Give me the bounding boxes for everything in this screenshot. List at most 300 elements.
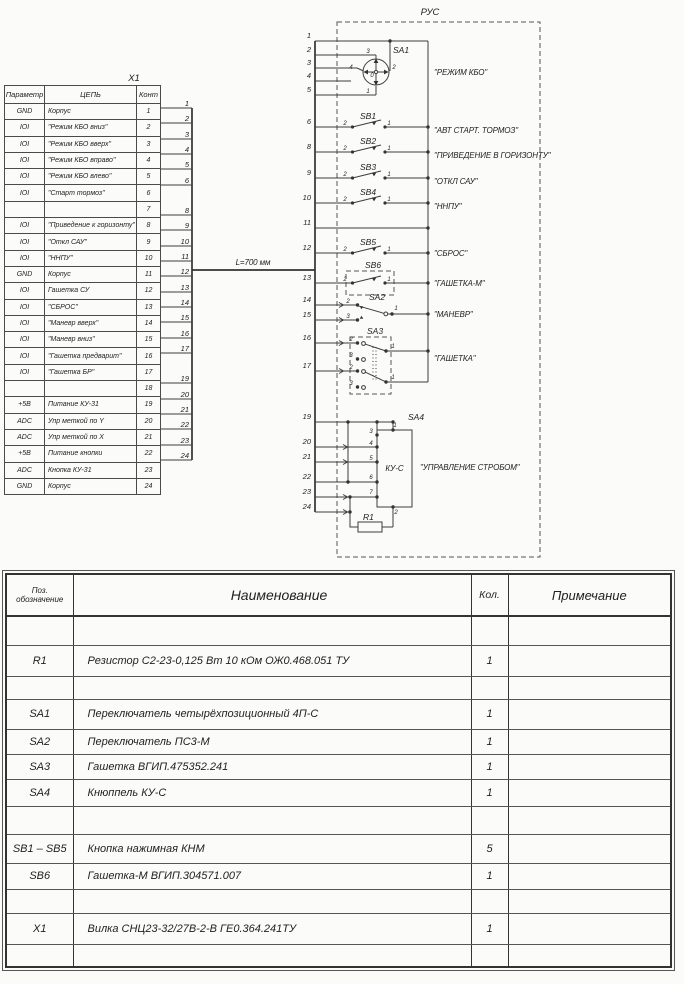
pin-param: IOI bbox=[5, 348, 45, 364]
part-qty bbox=[471, 676, 508, 699]
component-ref: SA2 bbox=[369, 292, 386, 302]
wire-number: 14 bbox=[180, 298, 189, 307]
contact-number: 1 bbox=[387, 172, 391, 178]
button-actuator bbox=[372, 198, 376, 202]
pin-number: 5 bbox=[137, 169, 161, 185]
parts-row bbox=[6, 779, 671, 806]
pin-number: 17 bbox=[137, 364, 161, 380]
pin-circuit: Питание КУ-31 bbox=[45, 397, 137, 413]
parts-row bbox=[6, 645, 671, 676]
part-pos: SA1 bbox=[6, 699, 73, 729]
parts-header-note: Примечание bbox=[508, 574, 671, 616]
button-arm bbox=[353, 145, 382, 152]
part-note bbox=[508, 779, 671, 806]
contact-number: 4 bbox=[369, 441, 373, 447]
contact-number: 3 bbox=[349, 381, 353, 387]
junction-dot bbox=[346, 480, 349, 483]
x1-header-param: Параметр bbox=[5, 86, 45, 104]
contact-number: 3 bbox=[369, 429, 373, 435]
wire-number: 11 bbox=[181, 252, 189, 261]
wire-number: 20 bbox=[180, 390, 189, 399]
wire-number: 8 bbox=[184, 206, 189, 215]
junction-dot bbox=[375, 480, 378, 483]
function-label: "ГАШЕТКА" bbox=[434, 354, 476, 363]
part-pos bbox=[6, 616, 73, 645]
contact-dot bbox=[351, 176, 354, 179]
wire-number: 4 bbox=[306, 71, 311, 80]
wire-number: 3 bbox=[184, 130, 189, 139]
junction-dot bbox=[375, 445, 378, 448]
parts-row bbox=[6, 754, 671, 779]
cable-length-label: L=700 мм bbox=[235, 258, 271, 267]
pin-param: IOI bbox=[5, 283, 45, 299]
contact-number: 7 bbox=[369, 490, 373, 496]
part-qty: 1 bbox=[471, 699, 508, 729]
connector-row bbox=[5, 234, 161, 250]
component-ref: SA1 bbox=[393, 45, 410, 55]
wire-number: 15 bbox=[302, 310, 311, 319]
pin-number: 1 bbox=[137, 104, 161, 120]
pin-param: GND bbox=[5, 478, 45, 494]
junction-dot bbox=[346, 420, 349, 423]
contact-number: 2 bbox=[392, 65, 396, 71]
part-pos bbox=[6, 889, 73, 913]
contact-dot bbox=[351, 125, 354, 128]
component-ref: SA4 bbox=[408, 412, 425, 422]
wire-number: 1 bbox=[184, 99, 189, 108]
connector-row bbox=[5, 315, 161, 331]
pin-circuit: "Режим КБО вниз" bbox=[45, 120, 137, 136]
part-name bbox=[73, 889, 471, 913]
wire-number: 16 bbox=[302, 333, 311, 342]
pin-circuit: Кнопка КУ-31 bbox=[45, 462, 137, 478]
pin-param: IOI bbox=[5, 152, 45, 168]
pin-param: IOI bbox=[5, 250, 45, 266]
pin-param: +5В bbox=[5, 446, 45, 462]
pin-param: IOI bbox=[5, 136, 45, 152]
part-qty: 1 bbox=[471, 754, 508, 779]
connector-row bbox=[5, 381, 161, 397]
contact-number: 1 bbox=[387, 247, 391, 253]
part-name bbox=[73, 944, 471, 967]
contact-number: 2 bbox=[349, 365, 353, 371]
wire-number: 19 bbox=[302, 412, 311, 421]
pin-param: ADC bbox=[5, 413, 45, 429]
wire-number: 14 bbox=[302, 295, 311, 304]
wire-number: 12 bbox=[180, 267, 189, 276]
wire-number: 9 bbox=[306, 168, 311, 177]
part-note bbox=[508, 889, 671, 913]
connector-row bbox=[5, 446, 161, 462]
pin-number: 20 bbox=[137, 413, 161, 429]
pin-number: 21 bbox=[137, 429, 161, 445]
wire-number: 9 bbox=[184, 221, 189, 230]
pin-param: IOI bbox=[5, 218, 45, 234]
part-qty bbox=[471, 944, 508, 967]
connector-row bbox=[5, 136, 161, 152]
contact-number: 1 bbox=[387, 146, 391, 152]
contact-number: 2 bbox=[349, 337, 353, 343]
wire-number: 23 bbox=[302, 487, 311, 496]
button-actuator bbox=[372, 248, 376, 252]
component-ref: SA3 bbox=[367, 326, 384, 336]
wire-number: 24 bbox=[180, 451, 189, 460]
wire-number: 8 bbox=[306, 142, 311, 151]
pin-param bbox=[5, 381, 45, 397]
part-name: Переключатель ПС3-М bbox=[73, 729, 471, 754]
part-note bbox=[508, 944, 671, 967]
pin-param: IOI bbox=[5, 234, 45, 250]
connector-row bbox=[5, 478, 161, 494]
component-ref: SB2 bbox=[360, 136, 377, 146]
button-actuator bbox=[372, 173, 376, 177]
parts-row bbox=[6, 834, 671, 863]
part-name bbox=[73, 806, 471, 834]
junction-dot bbox=[426, 312, 429, 315]
part-pos bbox=[6, 944, 73, 967]
pin-param: ADC bbox=[5, 462, 45, 478]
connector-row bbox=[5, 299, 161, 315]
part-qty bbox=[471, 616, 508, 645]
contact-number: 0 bbox=[370, 73, 374, 79]
wire-number: 20 bbox=[302, 437, 311, 446]
part-note bbox=[508, 729, 671, 754]
part-pos: SA4 bbox=[6, 779, 73, 806]
contact-number: 1 bbox=[393, 423, 397, 429]
connector-row bbox=[5, 120, 161, 136]
junction-dot bbox=[356, 385, 359, 388]
function-label: "СБРОС" bbox=[434, 249, 468, 258]
junction-dot bbox=[426, 349, 429, 352]
connector-row bbox=[5, 201, 161, 217]
pin-param: IOI bbox=[5, 120, 45, 136]
function-label: "ГАШЕТКА-М" bbox=[434, 279, 485, 288]
wire-number: 11 bbox=[303, 218, 311, 227]
contact-dot bbox=[383, 176, 386, 179]
wire-number: 16 bbox=[180, 329, 189, 338]
pin-number: 4 bbox=[137, 152, 161, 168]
connector-row bbox=[5, 332, 161, 348]
pin-param: IOI bbox=[5, 169, 45, 185]
part-qty bbox=[471, 889, 508, 913]
wire-number: 6 bbox=[184, 176, 189, 185]
contact-number: 1 bbox=[394, 306, 398, 312]
wire-number: 17 bbox=[180, 344, 189, 353]
button-actuator bbox=[372, 122, 376, 126]
pin-circuit: Корпус bbox=[45, 266, 137, 282]
part-pos: SB6 bbox=[6, 863, 73, 889]
contact-number: 2 bbox=[343, 277, 347, 283]
pin-number: 22 bbox=[137, 446, 161, 462]
parts-header-name: Наименование bbox=[73, 574, 471, 616]
part-name: Кнюппель КУ-С bbox=[73, 779, 471, 806]
pin-number: 18 bbox=[137, 381, 161, 397]
connector-row bbox=[5, 250, 161, 266]
pin-circuit: "Маневр вниз" bbox=[45, 332, 137, 348]
contact-number: 4 bbox=[349, 65, 353, 71]
wire-number: 17 bbox=[302, 361, 311, 370]
part-name bbox=[73, 676, 471, 699]
pin-number: 11 bbox=[137, 266, 161, 282]
parts-spacer-row bbox=[6, 676, 671, 699]
wire-number: 24 bbox=[302, 502, 311, 511]
part-qty: 1 bbox=[471, 729, 508, 754]
part-name: Резистор С2-23-0,125 Вт 10 кОм ОЖ0.468.051 ТУ bbox=[73, 645, 471, 676]
connector-row bbox=[5, 397, 161, 413]
contact-number: 1 bbox=[391, 344, 395, 350]
connector-row bbox=[5, 218, 161, 234]
part-pos: X1 bbox=[6, 913, 73, 944]
parts-row bbox=[6, 913, 671, 944]
pin-circuit: "Гашетка предварит" bbox=[45, 348, 137, 364]
sa3-switch bbox=[350, 337, 428, 394]
connector-table bbox=[4, 85, 161, 495]
contact-dot bbox=[351, 251, 354, 254]
wire-number: 13 bbox=[180, 283, 189, 292]
component-ref: SB5 bbox=[360, 237, 377, 247]
pin-circuit: "Старт тормоз" bbox=[45, 185, 137, 201]
pin-number: 15 bbox=[137, 332, 161, 348]
pin-param: ADC bbox=[5, 429, 45, 445]
pin-number: 23 bbox=[137, 462, 161, 478]
wire-number: 1 bbox=[306, 31, 311, 40]
button-actuator bbox=[372, 147, 376, 151]
junction-dot bbox=[426, 281, 429, 284]
part-name: Кнопка нажимная КНМ bbox=[73, 834, 471, 863]
junction-dot bbox=[426, 251, 429, 254]
junction-dot bbox=[375, 433, 378, 436]
pin-param: IOI bbox=[5, 332, 45, 348]
pin-number: 13 bbox=[137, 299, 161, 315]
pin-circuit: "Откл САУ" bbox=[45, 234, 137, 250]
contact-number: 1 bbox=[366, 89, 370, 95]
contact-number: 1 bbox=[387, 197, 391, 203]
sa1-switch bbox=[357, 41, 390, 95]
junction-dot bbox=[375, 460, 378, 463]
junction-dot bbox=[388, 39, 391, 42]
pin-circuit: Упр меткой по X bbox=[45, 429, 137, 445]
connector-row bbox=[5, 152, 161, 168]
contact-number: 3 bbox=[346, 314, 350, 320]
contact-dot bbox=[351, 201, 354, 204]
part-note bbox=[508, 616, 671, 645]
part-note bbox=[508, 913, 671, 944]
contact-number: 2 bbox=[343, 197, 347, 203]
pin-number: 10 bbox=[137, 250, 161, 266]
pin-circuit: "ННПУ" bbox=[45, 250, 137, 266]
function-label: "РЕЖИМ КБО" bbox=[434, 68, 488, 77]
contact-number: 2 bbox=[343, 146, 347, 152]
part-name: Гашетка-М ВГИП.304571.007 bbox=[73, 863, 471, 889]
component-ref: SB1 bbox=[360, 111, 377, 121]
parts-table bbox=[5, 573, 672, 968]
wire-number: 5 bbox=[184, 160, 189, 169]
wire-number: 21 bbox=[302, 452, 311, 461]
connector-row bbox=[5, 348, 161, 364]
component-ref: SB4 bbox=[360, 187, 377, 197]
part-pos: SB1 – SB5 bbox=[6, 834, 73, 863]
x1-header-circuit: ЦЕПЬ bbox=[45, 86, 137, 104]
parts-row bbox=[6, 863, 671, 889]
rus-unit-label: РУС bbox=[420, 7, 440, 18]
pin-number: 19 bbox=[137, 397, 161, 413]
junction-dot bbox=[348, 495, 351, 498]
pin-number: 12 bbox=[137, 283, 161, 299]
contact-number: 2 bbox=[394, 510, 398, 516]
part-note bbox=[508, 699, 671, 729]
wire-number: 2 bbox=[184, 114, 189, 123]
junction-dot bbox=[426, 150, 429, 153]
part-qty: 1 bbox=[471, 863, 508, 889]
contact-number: 5 bbox=[369, 456, 373, 462]
contact-dot bbox=[383, 201, 386, 204]
function-label: "МАНЕВР" bbox=[434, 310, 473, 319]
button-arm bbox=[353, 246, 382, 253]
part-note bbox=[508, 754, 671, 779]
pin-param: IOI bbox=[5, 299, 45, 315]
wire-number: 22 bbox=[302, 472, 311, 481]
button-arm bbox=[353, 120, 382, 127]
contact-dot bbox=[383, 125, 386, 128]
part-note bbox=[508, 645, 671, 676]
part-pos: R1 bbox=[6, 645, 73, 676]
part-pos bbox=[6, 806, 73, 834]
junction-dot bbox=[356, 357, 359, 360]
contact-dot bbox=[383, 251, 386, 254]
junction-dot bbox=[356, 341, 359, 344]
contact-number: 1 bbox=[387, 277, 391, 283]
junction-dot bbox=[356, 318, 359, 321]
contact-number: 3 bbox=[349, 353, 353, 359]
function-label: "ННПУ" bbox=[434, 202, 462, 211]
contact-dot bbox=[351, 150, 354, 153]
junction-dot bbox=[390, 312, 393, 315]
pin-number: 7 bbox=[137, 201, 161, 217]
pin-circuit bbox=[45, 201, 137, 217]
parts-header-pos: Поз. обозначение bbox=[6, 574, 73, 616]
connector-row bbox=[5, 413, 161, 429]
junction-dot bbox=[384, 349, 387, 352]
junction-dot bbox=[375, 420, 378, 423]
pin-param: IOI bbox=[5, 315, 45, 331]
pin-circuit: Гашетка СУ bbox=[45, 283, 137, 299]
part-qty: 1 bbox=[471, 645, 508, 676]
function-label: "АВТ СТАРТ. ТОРМОЗ" bbox=[434, 126, 518, 135]
parts-spacer-row bbox=[6, 806, 671, 834]
wire-number: 21 bbox=[180, 405, 189, 414]
part-note bbox=[508, 676, 671, 699]
junction-dot bbox=[391, 505, 394, 508]
part-name bbox=[73, 616, 471, 645]
contact-dot bbox=[383, 150, 386, 153]
connector-row bbox=[5, 104, 161, 120]
contact-number: 2 bbox=[346, 299, 350, 305]
part-name: Гашетка ВГИП.475352.241 bbox=[73, 754, 471, 779]
parts-row bbox=[6, 699, 671, 729]
component-ref: SB3 bbox=[360, 162, 377, 172]
pin-param: +5В bbox=[5, 397, 45, 413]
pin-param: IOI bbox=[5, 364, 45, 380]
part-pos: SA3 bbox=[6, 754, 73, 779]
parts-spacer-row bbox=[6, 889, 671, 913]
component-ref: SB6 bbox=[365, 260, 382, 270]
wire-number: 13 bbox=[302, 273, 311, 282]
part-qty: 5 bbox=[471, 834, 508, 863]
generated-wiring bbox=[160, 31, 552, 522]
pin-circuit: Корпус bbox=[45, 478, 137, 494]
pin-param bbox=[5, 201, 45, 217]
x1-header-pin: Конт bbox=[137, 86, 161, 104]
part-name: Переключатель четырёхпозиционный 4П-С bbox=[73, 699, 471, 729]
pin-circuit: "Маневр вверх" bbox=[45, 315, 137, 331]
pin-number: 9 bbox=[137, 234, 161, 250]
contact-number: 3 bbox=[366, 49, 370, 55]
junction-dot bbox=[356, 369, 359, 372]
connector-row bbox=[5, 169, 161, 185]
contact-number: 2 bbox=[343, 121, 347, 127]
junction-dot bbox=[426, 125, 429, 128]
parts-spacer-row bbox=[6, 616, 671, 645]
pin-number: 16 bbox=[137, 348, 161, 364]
pin-circuit: "СБРОС" bbox=[45, 299, 137, 315]
contact-number: 2 bbox=[343, 172, 347, 178]
wire-number: 4 bbox=[184, 145, 189, 154]
part-note bbox=[508, 863, 671, 889]
junction-dot bbox=[426, 226, 429, 229]
pin-circuit: Корпус bbox=[45, 104, 137, 120]
sa2-switch bbox=[358, 306, 428, 319]
connector-row bbox=[5, 283, 161, 299]
junction-dot bbox=[375, 495, 378, 498]
connector-row bbox=[5, 429, 161, 445]
pin-number: 14 bbox=[137, 315, 161, 331]
connector-row bbox=[5, 364, 161, 380]
pin-number: 24 bbox=[137, 478, 161, 494]
pin-number: 8 bbox=[137, 218, 161, 234]
button-arm bbox=[353, 196, 382, 203]
connector-designator: X1 bbox=[128, 73, 140, 84]
pin-param: GND bbox=[5, 266, 45, 282]
pin-circuit bbox=[45, 381, 137, 397]
contact-dot bbox=[383, 281, 386, 284]
junction-dot bbox=[348, 510, 351, 513]
wire-number: 12 bbox=[302, 243, 311, 252]
part-note bbox=[508, 834, 671, 863]
part-qty: 1 bbox=[471, 779, 508, 806]
pin-number: 3 bbox=[137, 136, 161, 152]
pin-circuit: Питание кнопки bbox=[45, 446, 137, 462]
wire-number: 6 bbox=[306, 117, 311, 126]
pin-param: GND bbox=[5, 104, 45, 120]
pin-circuit: "Режим КБО влево" bbox=[45, 169, 137, 185]
contact-number: 2 bbox=[343, 247, 347, 253]
function-label: "ОТКЛ САУ" bbox=[434, 177, 478, 186]
wire-number: 3 bbox=[306, 58, 311, 67]
part-pos: SA2 bbox=[6, 729, 73, 754]
component-ref: R1 bbox=[363, 512, 374, 522]
wire-number: 10 bbox=[180, 237, 189, 246]
part-note bbox=[508, 806, 671, 834]
junction-dot bbox=[426, 201, 429, 204]
wire-number: 22 bbox=[180, 420, 189, 429]
contact-dot bbox=[351, 281, 354, 284]
button-arm bbox=[353, 276, 382, 283]
kus-label: КУ-С bbox=[385, 464, 404, 473]
junction-dot bbox=[384, 380, 387, 383]
pin-circuit: Упр меткой по Y bbox=[45, 413, 137, 429]
contact-number: 6 bbox=[369, 475, 373, 481]
wire-number: 10 bbox=[302, 193, 311, 202]
